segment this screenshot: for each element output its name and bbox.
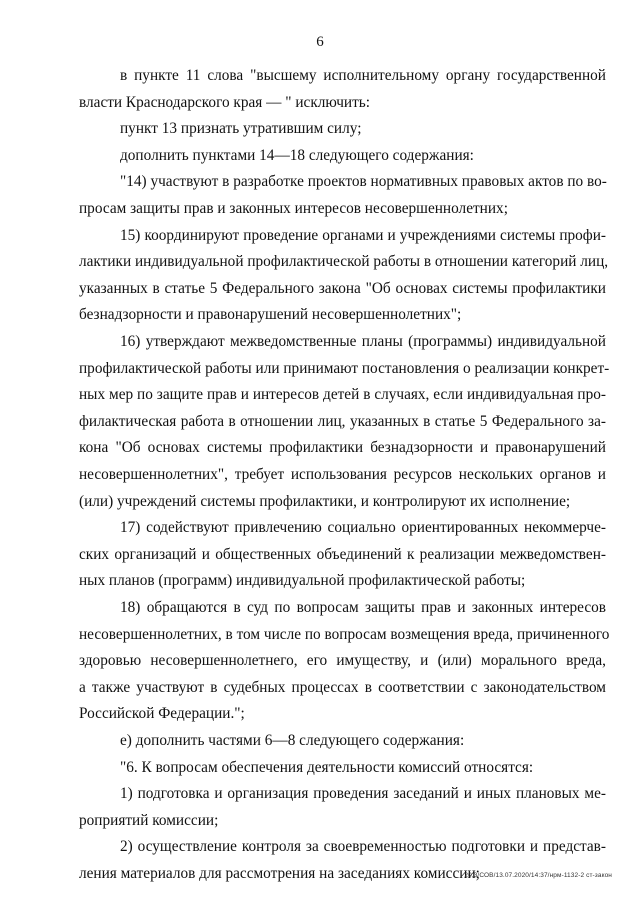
text-line: указанных в статье 5 Федерального закона "Об основах системы профилактики [79,279,606,297]
text-line: в пункте 11 слова "высшему исполнительному органу государственной [120,67,606,84]
text-line: ления материалов для рассмотрения на заседаниях комиссии; [79,865,480,882]
text-line: филактическая работа в отношении лиц, указанных в статье 5 Федерального за- [79,412,606,430]
text-line: кона "Об основах системы профилактики безнадзорности и правонарушений [79,439,606,457]
text-line: дополнить пунктами 14—18 следующего содержания: [120,146,474,164]
text-line: Российской Федерации."; [79,705,245,723]
text-line: несовершеннолетних, в том числе по вопросам возмещения вреда, причиненного [79,625,610,643]
text-line: роприятий комиссии; [79,811,219,829]
document-footer-code: 20.3/СОВ/13.07.2020/14:37/нрм-1132-2 ст-закон [464,872,612,879]
text-line: ных планов (программ) индивидуальной профилактической работы; [79,572,526,590]
text-line: 18) обращаются в суд по вопросам защиты прав и законных интересов [120,599,606,616]
text-line: 2) осуществление контроля за своевременностью подготовки и представ- [120,838,606,856]
text-line: безнадзорности и правонарушений несовершеннолетних"; [79,306,462,324]
text-line: 17) содействуют привлечению социально ориентированных некоммерче- [120,519,606,537]
text-line: ских организаций и общественных объединений к реализации межведомствен- [79,545,606,563]
text-line: "14) участвуют в разработке проектов нормативных правовых актов по во- [120,173,607,191]
text-line: лактики индивидуальной профилактической работы в отношении категорий лиц, [79,253,609,271]
text-line: е) дополнить частями 6—8 следующего содержания: [120,732,465,749]
text-line: 15) координируют проведение органами и учреждениями системы профи- [120,226,606,244]
text-line: 16) утверждают межведомственные планы (программы) индивидуальной [120,333,606,350]
page-number: 6 [316,34,324,50]
text-line: здоровью несовершеннолетнего, его имуществу, и (или) морального вреда, [79,652,606,670]
text-line: 1) подготовка и организация проведения заседаний и иных плановых ме- [120,785,606,803]
text-line: (или) учреждений системы профилактики, и контролируют их исполнение; [79,492,571,510]
text-line: а также участвуют в судебных процессах в соответствии с законодательством [79,678,606,696]
text-line: "6. К вопросам обеспечения деятельности комиссий относятся: [120,758,534,776]
text-line: власти Краснодарского края — " исключить: [79,93,371,111]
text-line: ных мер по защите прав и интересов детей в случаях, если индивидуальная про- [79,386,606,404]
text-line: пункт 13 признать утратившим силу; [120,120,362,138]
text-line: несовершеннолетних", требует использования ресурсов нескольких органов и [79,466,606,483]
text-line: профилактической работы или принимают постановления о реализации конкрет- [79,359,610,377]
text-line: просам защиты прав и законных интересов несовершеннолетних; [79,200,508,217]
